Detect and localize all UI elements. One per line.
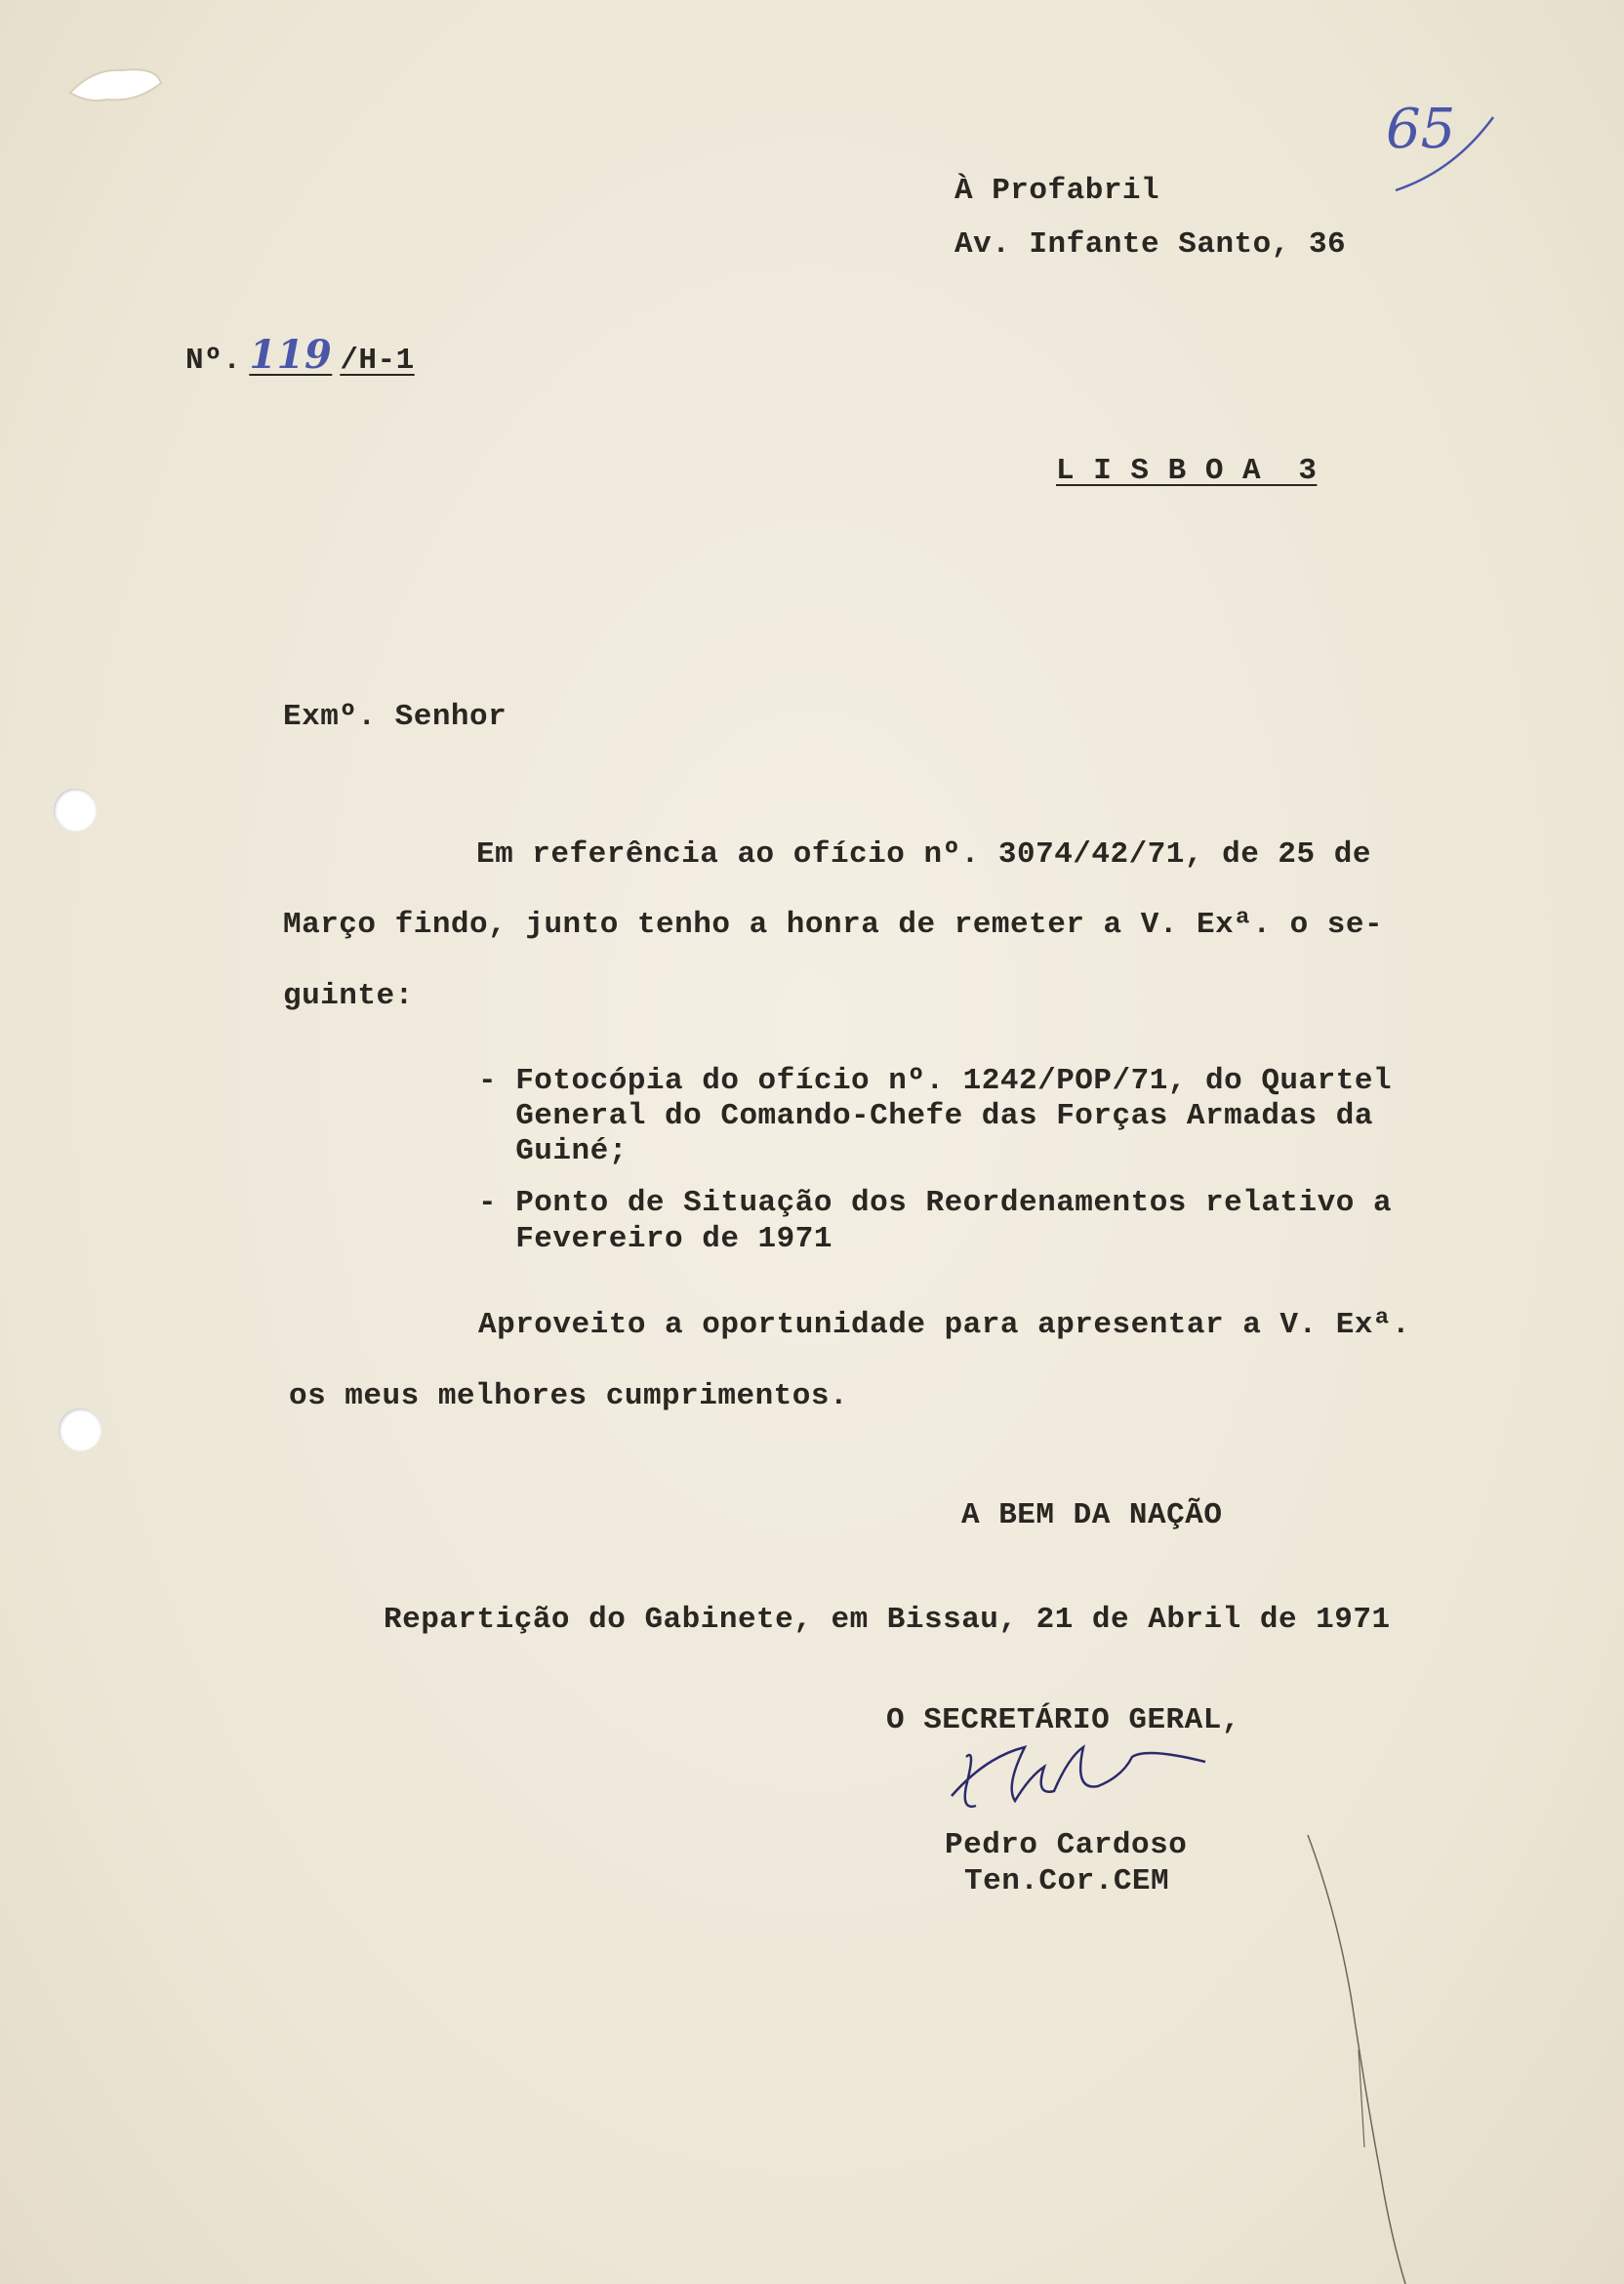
reference-number <box>185 332 415 378</box>
body-para2-line1: Aproveito a oportunidade para apresentar a V. Exª. <box>478 1308 1411 1342</box>
addressee-line1: À Profabril <box>954 174 1160 208</box>
margin-pencil-line <box>1308 1835 1405 2284</box>
item1-line2: General do Comando-Chefe das Forças Armadas da <box>478 1099 1373 1133</box>
item1-line3: Guiné; <box>478 1134 628 1168</box>
salutation: Exmº. Senhor <box>283 700 508 734</box>
torn-mark <box>70 69 161 101</box>
reference-handwritten: 119 <box>249 332 333 378</box>
body-para1-line3: guinte: <box>283 979 414 1013</box>
reference-number-field <box>241 332 415 378</box>
item2-line1: - Ponto de Situação dos Reordenamentos relativo a <box>478 1186 1393 1220</box>
item2-line2: Fevereiro de 1971 <box>478 1222 832 1256</box>
closing: A BEM DA NAÇÃO <box>961 1498 1223 1532</box>
body-para2-line2: os meus melhores cumprimentos. <box>289 1379 849 1413</box>
signature-name: Pedro Cardoso <box>945 1828 1188 1862</box>
punch-hole-top <box>54 789 97 832</box>
page-number: 65 <box>1386 98 1456 161</box>
handwritten-signature <box>952 1747 1205 1807</box>
reference-prefix: Nº. <box>185 344 242 378</box>
addressee-line2: Av. Infante Santo, 36 <box>954 227 1347 262</box>
punch-hole-bottom <box>59 1408 102 1451</box>
body-para1-line1: Em referência ao ofício nº. 3074/42/71, de 25 de <box>476 837 1371 872</box>
place-date: Repartição do Gabinete, em Bissau, 21 de Abril de 1971 <box>384 1603 1391 1637</box>
body-para1-line2: Março findo, junto tenho a honra de remeter a V. Exª. o se- <box>283 908 1384 942</box>
addressee-city: L I S B O A 3 <box>1056 454 1318 488</box>
reference-suffix: /H-1 <box>340 344 415 378</box>
signature-rank: Ten.Cor.CEM <box>964 1864 1170 1898</box>
item1-line1: - Fotocópia do ofício nº. 1242/POP/71, do Quartel <box>478 1064 1393 1098</box>
signature-title: O SECRETÁRIO GERAL, <box>886 1703 1240 1737</box>
